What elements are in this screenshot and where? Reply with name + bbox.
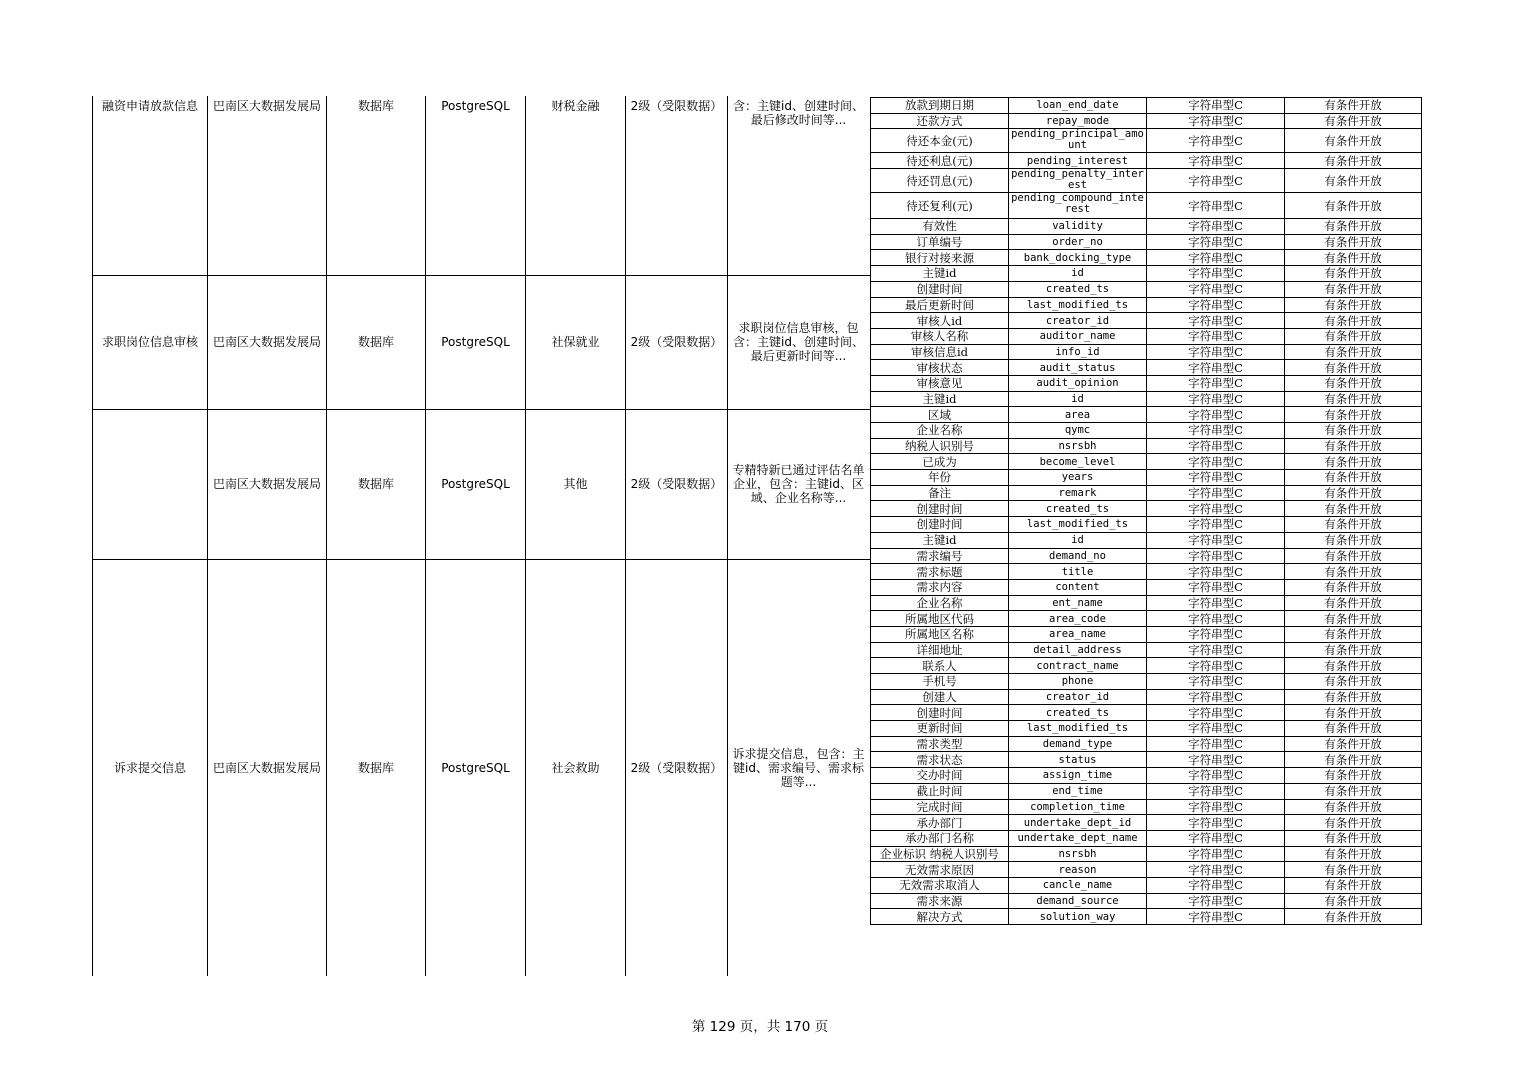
field-cn-name: 审核人id [871,313,1009,329]
field-open-type: 有条件开放 [1285,595,1422,611]
field-open-type: 有条件开放 [1285,375,1422,391]
field-cn-name: 放款到期日期 [871,98,1009,114]
table-row [871,250,1422,266]
field-open-type: 有条件开放 [1285,454,1422,470]
field-open-type: 有条件开放 [1285,846,1422,862]
field-en-name: created_ts [1009,281,1147,297]
database-type: PostgreSQL [441,760,510,775]
field-en-name: years [1009,470,1147,486]
field-cn-name: 备注 [871,485,1009,501]
table-row [871,328,1422,344]
table-row [871,909,1422,925]
resource-name: 诉求提交信息 [113,760,186,775]
field-en-name: status [1009,752,1147,768]
table-row [871,721,1422,737]
field-data-type: 字符串型C [1147,799,1285,815]
provider-dept: 巴南区大数据发展局 [212,99,321,113]
field-en-name: demand_source [1009,893,1147,909]
field-open-type: 有条件开放 [1285,830,1422,846]
field-open-type: 有条件开放 [1285,328,1422,344]
field-cn-name: 企业名称 [871,423,1009,439]
field-cn-name: 创建人 [871,689,1009,705]
resource-category: 社保就业 [551,335,600,349]
field-cn-name: 更新时间 [871,721,1009,737]
table-row [871,391,1422,407]
field-data-type: 字符串型C [1147,407,1285,423]
field-en-name: last_modified_ts [1009,721,1147,737]
field-cn-name: 联系人 [871,658,1009,674]
field-en-name: nsrsbh [1009,846,1147,862]
field-en-name: creator_id [1009,689,1147,705]
field-data-type: 字符串型C [1147,454,1285,470]
field-open-type: 有条件开放 [1285,689,1422,705]
field-open-type: 有条件开放 [1285,579,1422,595]
table-row [871,783,1422,799]
field-en-name: pending_compound_interest [1009,193,1147,219]
field-data-type: 字符串型C [1147,98,1285,114]
field-data-type: 字符串型C [1147,129,1285,153]
field-cn-name: 主键id [871,391,1009,407]
field-en-name: validity [1009,219,1147,235]
field-open-type: 有条件开放 [1285,705,1422,721]
field-data-type: 字符串型C [1147,250,1285,266]
field-cn-name: 创建时间 [871,281,1009,297]
field-cn-name: 区域 [871,407,1009,423]
field-open-type: 有条件开放 [1285,470,1422,486]
database-type: PostgreSQL [441,335,510,349]
field-en-name: title [1009,564,1147,580]
table-row [871,752,1422,768]
field-cn-name: 需求来源 [871,893,1009,909]
table-row [871,313,1422,329]
field-cn-name: 待还本金(元) [871,129,1009,153]
table-row [871,564,1422,580]
field-data-type: 字符串型C [1147,360,1285,376]
field-data-type: 字符串型C [1147,470,1285,486]
field-cn-name: 需求内容 [871,579,1009,595]
resource-description: 含：主键id、创建时间、最后修改时间等... [733,99,864,127]
resource-type: 数据库 [357,760,394,775]
field-data-type: 字符串型C [1147,297,1285,313]
field-data-type: 字符串型C [1147,658,1285,674]
field-data-type: 字符串型C [1147,893,1285,909]
field-en-name: last_modified_ts [1009,517,1147,533]
field-open-type: 有条件开放 [1285,548,1422,564]
field-data-type: 字符串型C [1147,579,1285,595]
field-cn-name: 所属地区名称 [871,626,1009,642]
resource-name: 融资申请放款信息 [101,99,198,113]
field-cn-name: 审核状态 [871,360,1009,376]
field-open-type: 有条件开放 [1285,862,1422,878]
field-cn-name: 承办部门名称 [871,830,1009,846]
field-open-type: 有条件开放 [1285,658,1422,674]
field-open-type: 有条件开放 [1285,752,1422,768]
field-en-name: undertake_dept_id [1009,815,1147,831]
table-row [871,736,1422,752]
field-data-type: 字符串型C [1147,169,1285,193]
field-open-type: 有条件开放 [1285,438,1422,454]
field-data-type: 字符串型C [1147,768,1285,784]
field-data-type: 字符串型C [1147,391,1285,407]
table-row [871,548,1422,564]
field-cn-name: 企业名称 [871,595,1009,611]
field-data-type: 字符串型C [1147,815,1285,831]
field-open-type: 有条件开放 [1285,266,1422,282]
field-en-name: pending_penalty_interest [1009,169,1147,193]
field-open-type: 有条件开放 [1285,98,1422,114]
field-cn-name: 企业标识 纳税人识别号 [871,846,1009,862]
table-row [871,611,1422,627]
security-level: 2级（受限数据） [630,760,723,775]
field-open-type: 有条件开放 [1285,219,1422,235]
field-data-type: 字符串型C [1147,752,1285,768]
field-en-name: pending_principal_amount [1009,129,1147,153]
field-open-type: 有条件开放 [1285,250,1422,266]
field-en-name: detail_address [1009,642,1147,658]
field-cn-name: 截止时间 [871,783,1009,799]
field-data-type: 字符串型C [1147,830,1285,846]
field-open-type: 有条件开放 [1285,169,1422,193]
field-data-type: 字符串型C [1147,234,1285,250]
security-level: 2级（受限数据） [630,335,723,349]
field-cn-name: 审核人名称 [871,328,1009,344]
table-row [871,642,1422,658]
field-en-name: audit_opinion [1009,375,1147,391]
table-row [871,470,1422,486]
resource-description: 诉求提交信息，包含：主键id、需求编号、需求标题等... [732,746,865,789]
table-row [871,281,1422,297]
field-en-name: content [1009,579,1147,595]
field-en-name: remark [1009,485,1147,501]
field-data-type: 字符串型C [1147,501,1285,517]
field-open-type: 有条件开放 [1285,313,1422,329]
field-open-type: 有条件开放 [1285,893,1422,909]
field-cn-name: 创建时间 [871,705,1009,721]
field-data-type: 字符串型C [1147,266,1285,282]
provider-dept: 巴南区大数据发展局 [212,477,321,491]
field-en-name: demand_type [1009,736,1147,752]
field-cn-name: 承办部门 [871,815,1009,831]
field-data-type: 字符串型C [1147,423,1285,439]
field-open-type: 有条件开放 [1285,360,1422,376]
field-data-type: 字符串型C [1147,485,1285,501]
field-data-type: 字符串型C [1147,846,1285,862]
field-en-name: phone [1009,674,1147,690]
field-open-type: 有条件开放 [1285,736,1422,752]
table-row [871,438,1422,454]
provider-dept: 巴南区大数据发展局 [212,760,321,775]
table-row [871,658,1422,674]
field-cn-name: 审核信息id [871,344,1009,360]
table-row [871,799,1422,815]
field-data-type: 字符串型C [1147,219,1285,235]
field-data-type: 字符串型C [1147,736,1285,752]
field-open-type: 有条件开放 [1285,877,1422,893]
field-open-type: 有条件开放 [1285,626,1422,642]
field-en-name: last_modified_ts [1009,297,1147,313]
field-data-type: 字符串型C [1147,532,1285,548]
field-cn-name: 创建时间 [871,501,1009,517]
table-row [871,595,1422,611]
field-en-name: audit_status [1009,360,1147,376]
provider-dept: 巴南区大数据发展局 [212,335,321,349]
field-en-name: cancle_name [1009,877,1147,893]
field-open-type: 有条件开放 [1285,391,1422,407]
field-open-type: 有条件开放 [1285,281,1422,297]
resource-description: 专精特新已通过评估名单企业，包含：主键id、区域、企业名称等... [732,463,865,505]
field-cn-name: 订单编号 [871,234,1009,250]
table-row [871,626,1422,642]
field-cn-name: 纳税人识别号 [871,438,1009,454]
field-cn-name: 待还利息(元) [871,153,1009,169]
field-en-name: repay_mode [1009,113,1147,129]
field-cn-name: 银行对接来源 [871,250,1009,266]
field-en-name: nsrsbh [1009,438,1147,454]
field-data-type: 字符串型C [1147,862,1285,878]
field-data-type: 字符串型C [1147,281,1285,297]
resource-name: 求职岗位信息审核 [101,335,198,349]
field-open-type: 有条件开放 [1285,113,1422,129]
field-data-type: 字符串型C [1147,611,1285,627]
field-open-type: 有条件开放 [1285,193,1422,219]
field-data-type: 字符串型C [1147,153,1285,169]
field-open-type: 有条件开放 [1285,485,1422,501]
field-data-type: 字符串型C [1147,642,1285,658]
field-open-type: 有条件开放 [1285,768,1422,784]
field-open-type: 有条件开放 [1285,407,1422,423]
field-en-name: created_ts [1009,705,1147,721]
field-cn-name: 手机号 [871,674,1009,690]
field-data-type: 字符串型C [1147,705,1285,721]
field-en-name: info_id [1009,344,1147,360]
table-row [871,375,1422,391]
security-level: 2级（受限数据） [630,99,723,113]
table-row [871,169,1422,193]
field-en-name: loan_end_date [1009,98,1147,114]
field-data-type: 字符串型C [1147,783,1285,799]
field-data-type: 字符串型C [1147,674,1285,690]
field-cn-name: 无效需求原因 [871,862,1009,878]
field-open-type: 有条件开放 [1285,423,1422,439]
field-en-name: contract_name [1009,658,1147,674]
field-cn-name: 审核意见 [871,375,1009,391]
page-footer: 第 129 页，共 170 页 [691,1019,829,1035]
field-en-name: undertake_dept_name [1009,830,1147,846]
field-open-type: 有条件开放 [1285,344,1422,360]
field-open-type: 有条件开放 [1285,721,1422,737]
field-data-type: 字符串型C [1147,721,1285,737]
resource-grid [92,96,868,976]
field-open-type: 有条件开放 [1285,564,1422,580]
field-cn-name: 主键id [871,266,1009,282]
field-cn-name: 有效性 [871,219,1009,235]
table-row [871,129,1422,153]
table-row [871,234,1422,250]
table-row [871,893,1422,909]
table-row [871,344,1422,360]
field-cn-name: 解决方式 [871,909,1009,925]
field-open-type: 有条件开放 [1285,532,1422,548]
table-row [871,153,1422,169]
field-data-type: 字符串型C [1147,438,1285,454]
field-cn-name: 需求编号 [871,548,1009,564]
table-row [871,517,1422,533]
field-en-name: creator_id [1009,313,1147,329]
resource-category: 其他 [563,477,588,491]
field-open-type: 有条件开放 [1285,783,1422,799]
field-data-type: 字符串型C [1147,193,1285,219]
field-en-name: completion_time [1009,799,1147,815]
field-en-name: order_no [1009,234,1147,250]
resource-description: 求职岗位信息审核，包含：主键id、创建时间、最后更新时间等... [733,321,864,363]
table-row [871,532,1422,548]
field-cn-name: 所属地区代码 [871,611,1009,627]
field-en-name: id [1009,532,1147,548]
field-en-name: qymc [1009,423,1147,439]
field-open-type: 有条件开放 [1285,642,1422,658]
field-cn-name: 待还罚息(元) [871,169,1009,193]
field-en-name: ent_name [1009,595,1147,611]
field-en-name: solution_way [1009,909,1147,925]
field-data-type: 字符串型C [1147,313,1285,329]
table-row [871,407,1422,423]
resource-category: 财税金融 [551,99,600,113]
field-data-type: 字符串型C [1147,909,1285,925]
table-row [871,113,1422,129]
field-en-name: end_time [1009,783,1147,799]
field-cn-name: 还款方式 [871,113,1009,129]
table-row [871,830,1422,846]
field-cn-name: 需求状态 [871,752,1009,768]
field-en-name: pending_interest [1009,153,1147,169]
field-open-type: 有条件开放 [1285,234,1422,250]
field-data-type: 字符串型C [1147,689,1285,705]
field-data-type: 字符串型C [1147,344,1285,360]
field-cn-name: 主键id [871,532,1009,548]
field-en-name: id [1009,391,1147,407]
table-row [871,579,1422,595]
table-row [871,768,1422,784]
resource-type: 数据库 [357,477,394,491]
table-row [871,193,1422,219]
table-row [871,297,1422,313]
field-cn-name: 交办时间 [871,768,1009,784]
field-open-type: 有条件开放 [1285,501,1422,517]
field-open-type: 有条件开放 [1285,517,1422,533]
field-cn-name: 年份 [871,470,1009,486]
field-cn-name: 完成时间 [871,799,1009,815]
table-row [871,98,1422,114]
field-open-type: 有条件开放 [1285,153,1422,169]
table-row [871,423,1422,439]
field-table [870,97,1422,925]
field-cn-name: 需求标题 [871,564,1009,580]
field-data-type: 字符串型C [1147,113,1285,129]
field-data-type: 字符串型C [1147,548,1285,564]
table-row [871,689,1422,705]
database-type: PostgreSQL [441,99,510,113]
field-open-type: 有条件开放 [1285,611,1422,627]
table-row [871,877,1422,893]
field-cn-name: 待还复利(元) [871,193,1009,219]
field-open-type: 有条件开放 [1285,799,1422,815]
field-en-name: reason [1009,862,1147,878]
table-row [871,674,1422,690]
field-data-type: 字符串型C [1147,328,1285,344]
field-open-type: 有条件开放 [1285,674,1422,690]
field-en-name: auditor_name [1009,328,1147,344]
field-en-name: area_name [1009,626,1147,642]
table-row [871,846,1422,862]
field-en-name: id [1009,266,1147,282]
field-cn-name: 详细地址 [871,642,1009,658]
field-en-name: area_code [1009,611,1147,627]
field-cn-name: 最后更新时间 [871,297,1009,313]
table-row [871,862,1422,878]
field-data-type: 字符串型C [1147,517,1285,533]
field-en-name: demand_no [1009,548,1147,564]
field-data-type: 字符串型C [1147,626,1285,642]
field-en-name: bank_docking_type [1009,250,1147,266]
table-row [871,266,1422,282]
field-open-type: 有条件开放 [1285,129,1422,153]
table-row [871,454,1422,470]
field-en-name: assign_time [1009,768,1147,784]
field-data-type: 字符串型C [1147,375,1285,391]
resource-type: 数据库 [357,335,394,349]
security-level: 2级（受限数据） [630,477,723,491]
table-row [871,705,1422,721]
field-en-name: created_ts [1009,501,1147,517]
resource-category: 社会救助 [551,760,600,775]
table-row [871,815,1422,831]
field-data-type: 字符串型C [1147,564,1285,580]
field-data-type: 字符串型C [1147,877,1285,893]
table-row [871,485,1422,501]
field-open-type: 有条件开放 [1285,815,1422,831]
field-open-type: 有条件开放 [1285,909,1422,925]
database-type: PostgreSQL [441,477,510,491]
field-en-name: area [1009,407,1147,423]
field-data-type: 字符串型C [1147,595,1285,611]
resource-name [93,409,207,559]
table-row [871,501,1422,517]
resource-type: 数据库 [357,99,394,113]
table-row [871,219,1422,235]
field-cn-name: 已成为 [871,454,1009,470]
field-en-name: become_level [1009,454,1147,470]
field-cn-name: 创建时间 [871,517,1009,533]
table-row [871,360,1422,376]
field-open-type: 有条件开放 [1285,297,1422,313]
field-cn-name: 无效需求取消人 [871,877,1009,893]
field-cn-name: 需求类型 [871,736,1009,752]
